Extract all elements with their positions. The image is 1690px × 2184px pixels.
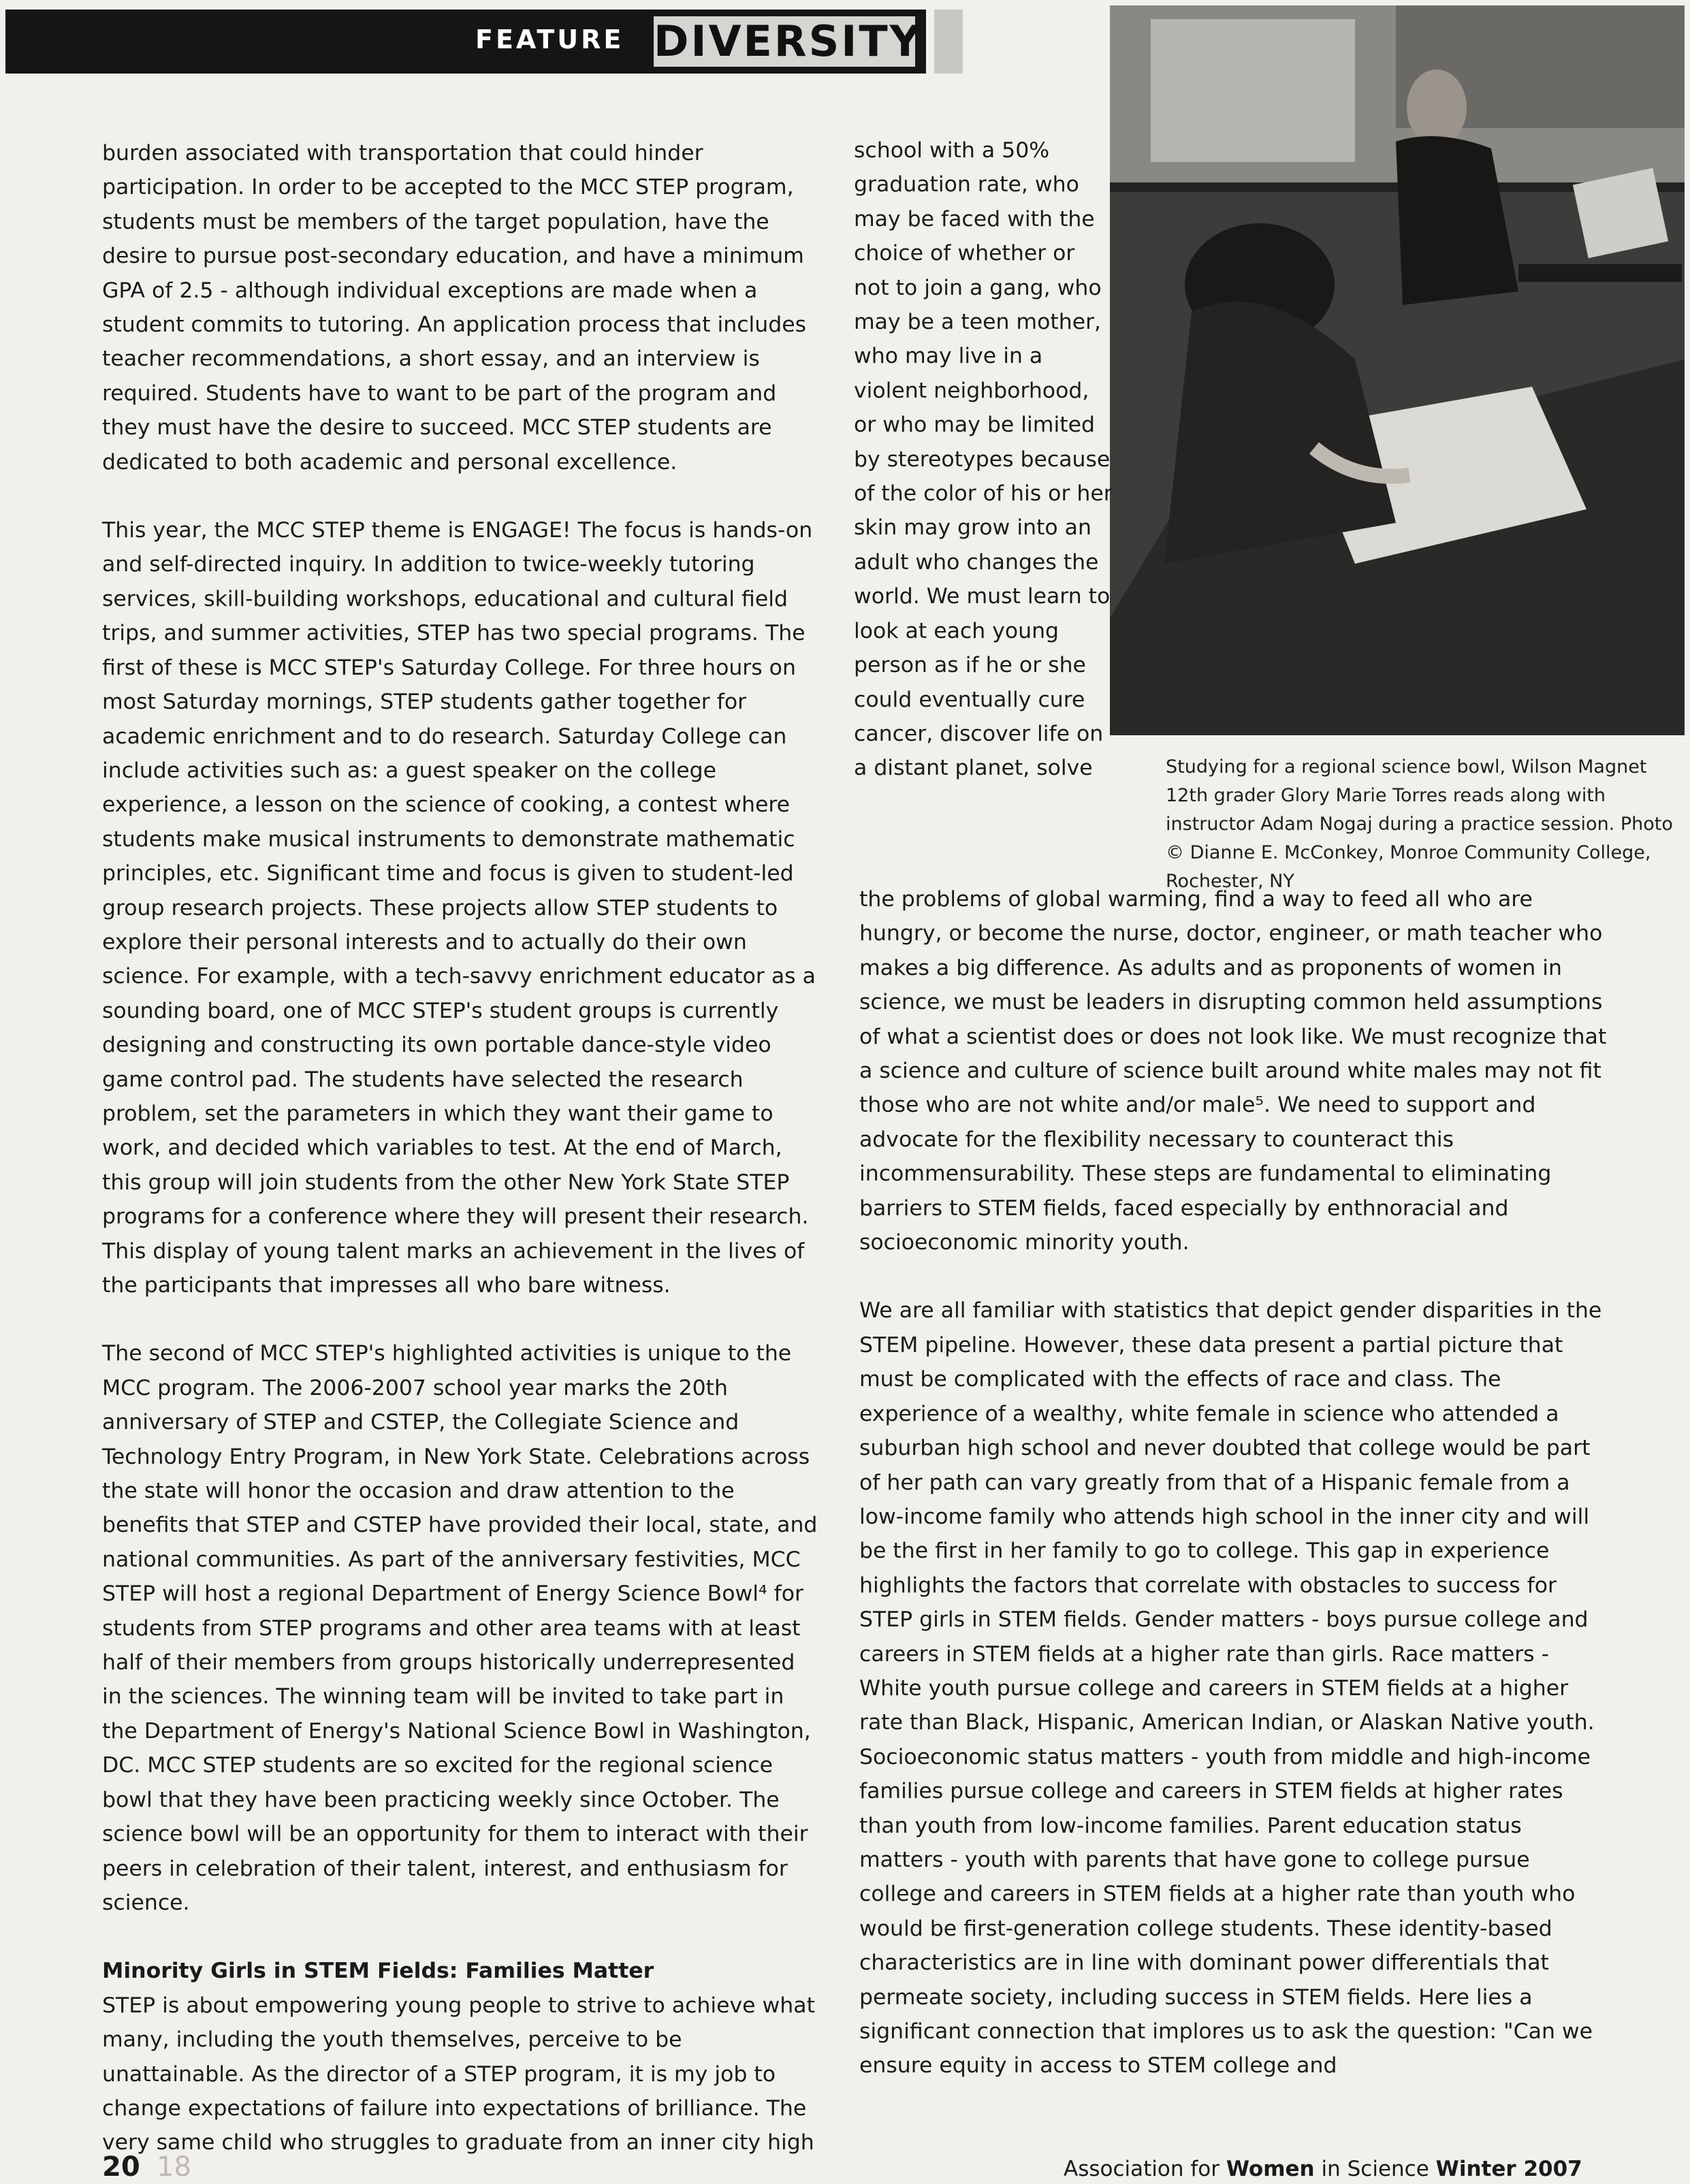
pub-women: Women <box>1226 2157 1315 2181</box>
classroom-photo-illustration <box>1110 5 1685 735</box>
paragraph: burden associated with transportation that could hinder participation. In order to be accepted to the MCC STEP program, students must be members of the target population, have the desire to pursue post-secondary education, and have a minimum GPA of 2.5 - although individual exceptions are made when a student commits to tutoring. An application process that includes teacher recommendations, a short essay, and an interview is required. Students have to want to be part of the program and they must have the desire to succeed. MCC STEP students are dedicated to both academic and personal excellence. <box>102 141 807 475</box>
paragraph: school with a 50% graduation rate, who may be faced with the choice of whether or not to join a gang, who may be a teen mother, who may live in a violent neighborhood, or who may be limited by stereotypes because of the color of his or her skin may grow into an adult who changes the world. We must learn to look at each young person as if he or she could eventually cure cancer, discover life on a distant planet, solve <box>854 138 1113 781</box>
bleed-through-page-number: 18 <box>157 2151 191 2183</box>
article-column-left <box>102 136 821 2160</box>
pub-middle: in Science <box>1314 2157 1436 2181</box>
bleed-through-strip <box>934 10 963 74</box>
classroom-photo <box>1110 5 1685 735</box>
photo-caption: Studying for a regional science bowl, Wilson Magnet 12th grader Glory Marie Torres reads along with instructor Adam Nogaj during a practice session. Photo © Dianne E. McConkey, Monroe Community College, Rochester, NY <box>1166 756 1673 892</box>
section-title: DIVERSITY <box>654 16 923 66</box>
paragraph: the problems of global warming, find a way to feed all who are hungry, or become the nurse, doctor, engineer, or math teacher who makes a big difference. As adults and as proponents of women in science, we must be leaders in disrupting common held assumptions of what a scientist does or does not look like. We must recognize that a science and culture of science built around white males may not fit those who are not white and/or male⁵. We need to support and advocate for the flexibility necessary to counteract this incommensurability. These steps are fundamental to eliminating barriers to STEM fields, faced especially by enthnoracial and socioeconomic minority youth. <box>859 887 1607 1255</box>
paragraph: STEP is about empowering young people to strive to achieve what many, including the youth themselves, perceive to be unattainable. As the director of a STEP program, it is my job to change expectations of failure into expectations of brilliance. The very same child who struggles to graduate from an inner city high <box>102 1993 815 2155</box>
publication-footer <box>1064 2157 1582 2181</box>
paragraph: This year, the MCC STEP theme is ENGAGE! The focus is hands-on and self-directed inquiry. In addition to twice-weekly tutoring services, skill-building workshops, educational and cultural field trips, and summer activities, STEP has two special programs. The first of these is MCC STEP's Saturday College. For three hours on most Saturday mornings, STEP students gather together for academic enrichment and to do research. Saturday College can include activities such as: a guest speaker on the college experience, a lesson on the science of cooking, a contest where students make musical instruments to demonstrate mathematic principles, etc. Significant time and focus is given to student-led group research projects. These projects allow STEP students to explore their personal interests and to actually do their own science. For example, with a tech-savvy enrichment educator as a sounding board, one of MCC STEP's student groups is currently designing and constructing its own portable dance-style video game control pad. The students have selected the research problem, set the parameters in which they want their game to work, and decided which variables to test. At the end of March, this group will join students from the other New York State STEP programs for a conference where they will present their research. This display of young talent marks an achievement in the lives of the participants that impresses all who bare witness. <box>102 518 816 1298</box>
page-number: 20 <box>102 2151 140 2183</box>
article-column-mid <box>854 133 1113 786</box>
feature-kicker: FEATURE <box>475 25 624 54</box>
paragraph: The second of MCC STEP's highlighted activities is unique to the MCC program. The 2006-2007 school year marks the 20th anniversary of STEP and CSTEP, the Collegiate Science and Technology Entry Program, in New York State. Celebrations across the state will honor the occasion and draw attention to the benefits that STEP and CSTEP have provided their local, state, and national communities. As part of the anniversary festivities, MCC STEP will host a regional Department of Energy Science Bowl⁴ for students from STEP programs and other area teams with at least half of their members from groups historically underrepresented in the sciences. The winning team will be invited to take part in the Department of Energy's National Science Bowl in Washington, DC. MCC STEP students are so excited for the regional science bowl that they have been practicing weekly since October. The science bowl will be an opportunity for them to interact with their peers in celebration of their talent, interest, and enthusiasm for science. <box>102 1341 818 1915</box>
feature-header-bar <box>5 10 926 74</box>
article-column-right <box>859 882 1608 2083</box>
section-heading: Minority Girls in STEM Fields: Families Matter <box>102 1959 654 1984</box>
pub-prefix: Association for <box>1064 2157 1226 2181</box>
paragraph: We are all familiar with statistics that depict gender disparities in the STEM pipeline. However, these data present a partial picture that must be complicated with the effects of race and class. The experience of a wealthy, white female in science who attended a suburban high school and never doubted that college would be part of her path can vary greatly from that of a Hispanic female from a low-income family who attends high school in the inner city and will be the first in her family to go to college. This gap in experience highlights the factors that correlate with obstacles to success for STEP girls in STEM fields. Gender matters - boys pursue college and careers in STEM fields at a higher rate than girls. Race matters - White youth pursue college and careers in STEM fields at a higher rate than Black, Hispanic, American Indian, or Alaskan Native youth. Socioeconomic status matters - youth from middle and high-income families pursue college and careers in STEM fields at higher rates than youth from low-income families. Parent education status matters - youth with parents that have gone to college pursue college and careers in STEM fields at a higher rate than youth who would be first-generation college students. These identity-based characteristics are in line with dominant power differentials that permeate society, including success in STEM fields. Here lies a significant connection that implores us to ask the question: "Can we ensure equity in access to STEM college and <box>859 1298 1602 2078</box>
pub-issue: Winter 2007 <box>1435 2157 1582 2181</box>
